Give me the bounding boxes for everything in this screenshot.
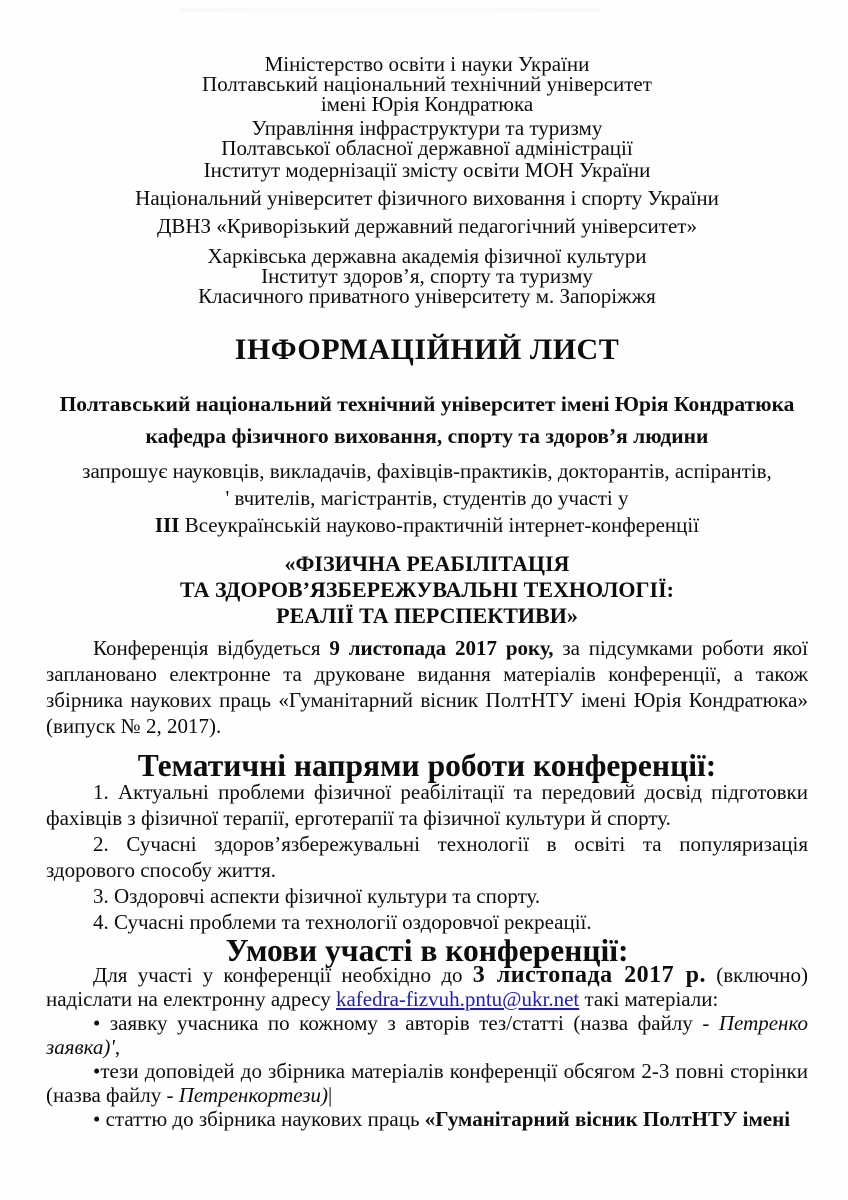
conditions-text: Для участі у конференції необхідно до (93, 963, 473, 987)
materials-bullet-theses (46, 1059, 808, 1107)
institution-group (46, 54, 808, 114)
institution-line: Інститут модернізації змісту освіти МОН України (203, 158, 651, 182)
conference-date: 9 листопада 2017 року, (329, 636, 554, 660)
bullet-text: •тези доповідей до збірника матеріалів конференції обсягом 2-3 повні сторінки (назва файлу - (46, 1059, 808, 1107)
institution-line: Управління інфраструктури та туризму (251, 116, 603, 140)
bullet-text: | (327, 1083, 333, 1107)
email-link[interactable]: kafedra-fizvuh.pntu@ukr.net (335, 987, 580, 1011)
organizer-block (46, 388, 808, 452)
institution-group (46, 160, 808, 180)
scan-artifact (180, 8, 600, 12)
institution-line: імені Юрія Кондратюка (320, 92, 534, 116)
submission-deadline: 3 листопада 2017 р. (472, 962, 706, 988)
conference-title-line: ТА ЗДОРОВ’ЯЗБЕРЕЖУВАЛЬНІ ТЕХНОЛОГІЇ: (180, 577, 674, 602)
conference-title-line: РЕАЛІЇ ТА ПЕРСПЕКТИВИ» (276, 603, 578, 628)
file-name-example: Петренко заявка)' (46, 1011, 808, 1059)
materials-bullet-article (46, 1107, 808, 1131)
institution-group (46, 188, 808, 208)
conditions-paragraph (46, 963, 808, 1011)
conference-number: ІІІ (154, 513, 180, 537)
bullet-text: • заявку учасника по кожному з авторів тез/статті (назва файлу - (93, 1011, 719, 1035)
institution-line: Інститут здоров’я, спорту та туризму (261, 264, 593, 288)
file-name-example: Петренкортези) (178, 1083, 328, 1107)
organizer-department: кафедра фізичного виховання, спорту та здоров’я людини (145, 424, 709, 448)
institution-group (46, 216, 808, 236)
institution-line: Полтавський національний технічний університет (202, 72, 652, 96)
topic-item: 4. Сучасні проблеми та технології оздоровчої рекреації. (93, 910, 592, 934)
topics-heading: Тематичні напрями роботи конференції: (137, 748, 717, 783)
institution-line: Класичного приватного університету м. Запоріжжя (198, 284, 656, 308)
organizer-university: Полтавський національний технічний університет імені Юрія Кондратюка (59, 392, 795, 416)
institution-line: Харківська державна академія фізичної культури (207, 244, 647, 268)
conditions-text: (включно) надіслати на електронну адресу (46, 963, 808, 1011)
invitation-block (46, 458, 808, 539)
journal-name: «Гуманітарний вісник ПолтНТУ імені (424, 1107, 791, 1131)
topic-item: 1. Актуальні проблеми фізичної реабілітації та передовий досвід підготовки фахівців з фізичної терапії, ерготерапії та фізичної культури й спорту. (46, 780, 808, 830)
topic-item: 3. Оздоровчі аспекти фізичної культури та спорту. (93, 884, 541, 908)
institution-line: Національний університет фізичного виховання і спорту України (135, 186, 719, 210)
institutions-header (46, 54, 808, 306)
intro-paragraph (46, 635, 808, 739)
invitation-line: ' вчителів, магістрантів, студентів до участі у (225, 486, 629, 510)
conditions-heading: Умови участі в конференції: (225, 933, 629, 968)
conditions-text: такі матеріали: (579, 987, 719, 1011)
institution-group (46, 118, 808, 158)
invitation-line (46, 512, 808, 539)
bullet-text: , (114, 1035, 121, 1059)
conference-title (46, 551, 808, 629)
materials-bullet-application (46, 1011, 808, 1059)
topic-item: 2. Сучасні здоров’язбережувальні технології в освіті та популяризація здорового способу життя. (46, 832, 808, 882)
institution-line: Полтавської обласної державної адміністрації (221, 136, 633, 160)
page-title: ІНФОРМАЦІЙНИЙ ЛИСТ (234, 333, 620, 366)
institution-line: Міністерство освіти і науки України (264, 52, 590, 76)
bullet-text: • статтю до збірника наукових праць (93, 1107, 425, 1131)
conference-type: Всеукраїнській науково-практичній інтернет-конференції (179, 513, 700, 537)
intro-text: Конференція відбудеться (93, 636, 330, 660)
intro-text: за підсумками роботи якої заплановано електронне та друковане видання матеріалів конференції, а також збірника наукових праць «Гуманітарний вісник ПолтНТУ імені Юрія Кондратюка» (випуск № 2, 2017). (46, 636, 809, 738)
institution-line: ДВНЗ «Криворізький державний педагогічний університет» (157, 214, 697, 238)
conference-title-line: «ФІЗИЧНА РЕАБІЛІТАЦІЯ (284, 551, 570, 576)
institution-group (46, 246, 808, 306)
invitation-line: запрошує науковців, викладачів, фахівців-практиків, докторантів, аспірантів, (82, 459, 772, 483)
